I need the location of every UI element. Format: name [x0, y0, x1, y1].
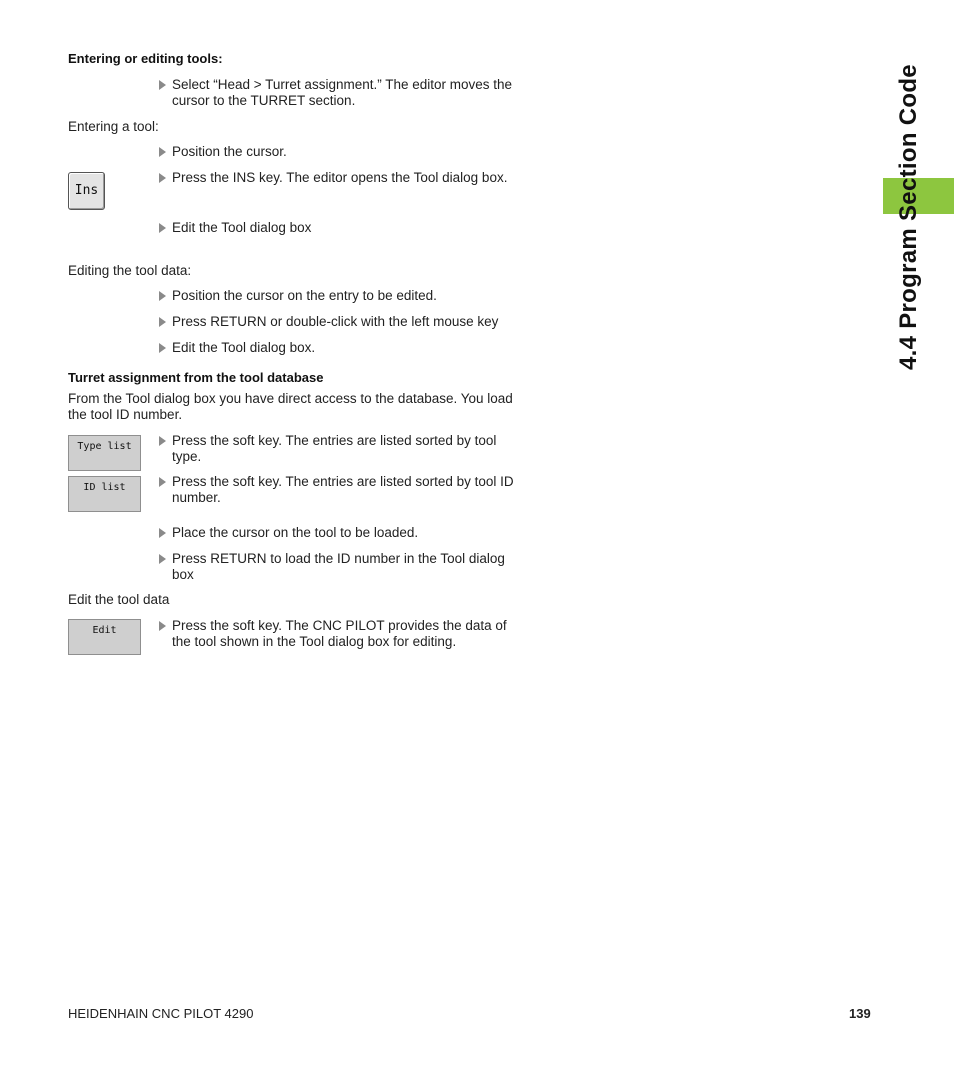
footer-product-name: HEIDENHAIN CNC PILOT 4290: [68, 1006, 254, 1021]
arrow-bullet-icon: [159, 173, 166, 183]
label-edit-tool-data: Edit the tool data: [68, 592, 170, 607]
edit-softkey[interactable]: Edit: [68, 619, 141, 655]
step-return-load: Press RETURN to load the ID number in the Tool dialog box: [159, 551, 519, 583]
ins-key-button[interactable]: Ins: [68, 172, 105, 210]
arrow-bullet-icon: [159, 147, 166, 157]
step-edit-dialog-2: Edit the Tool dialog box.: [159, 340, 519, 356]
arrow-bullet-icon: [159, 343, 166, 353]
step-position-cursor: Position the cursor.: [159, 144, 519, 160]
step-type-list: Press the soft key. The entries are listed sorted by tool type.: [159, 433, 519, 465]
arrow-bullet-icon: [159, 317, 166, 327]
heading-entering-editing: Entering or editing tools:: [68, 51, 223, 66]
step-edit-dialog: Edit the Tool dialog box: [159, 220, 519, 236]
label-editing-tool-data: Editing the tool data:: [68, 263, 192, 278]
step-edit-softkey: Press the soft key. The CNC PILOT provides the data of the tool shown in the Tool dialog box for editing.: [159, 618, 519, 650]
arrow-bullet-icon: [159, 477, 166, 487]
para-turret-assignment: From the Tool dialog box you have direct access to the database. You load the tool ID number.: [68, 391, 513, 422]
arrow-bullet-icon: [159, 528, 166, 538]
heading-turret-assignment: Turret assignment from the tool database: [68, 370, 324, 385]
type-list-softkey[interactable]: Type list: [68, 435, 141, 471]
arrow-bullet-icon: [159, 554, 166, 564]
section-title-vertical: 4.4 Program Section Code: [895, 64, 922, 370]
arrow-bullet-icon: [159, 436, 166, 446]
arrow-bullet-icon: [159, 223, 166, 233]
step-press-ins: Press the INS key. The editor opens the Tool dialog box.: [159, 170, 519, 186]
arrow-bullet-icon: [159, 291, 166, 301]
step-select-head: Select “Head > Turret assignment.” The editor moves the cursor to the TURRET section.: [159, 77, 519, 109]
id-list-softkey[interactable]: ID list: [68, 476, 141, 512]
arrow-bullet-icon: [159, 621, 166, 631]
arrow-bullet-icon: [159, 80, 166, 90]
step-press-return: Press RETURN or double-click with the left mouse key: [159, 314, 519, 330]
page-number: 139: [849, 1006, 871, 1021]
label-entering-tool: Entering a tool:: [68, 119, 159, 134]
step-position-entry: Position the cursor on the entry to be edited.: [159, 288, 519, 304]
step-place-cursor: Place the cursor on the tool to be loaded.: [159, 525, 519, 541]
step-id-list: Press the soft key. The entries are listed sorted by tool ID number.: [159, 474, 519, 506]
